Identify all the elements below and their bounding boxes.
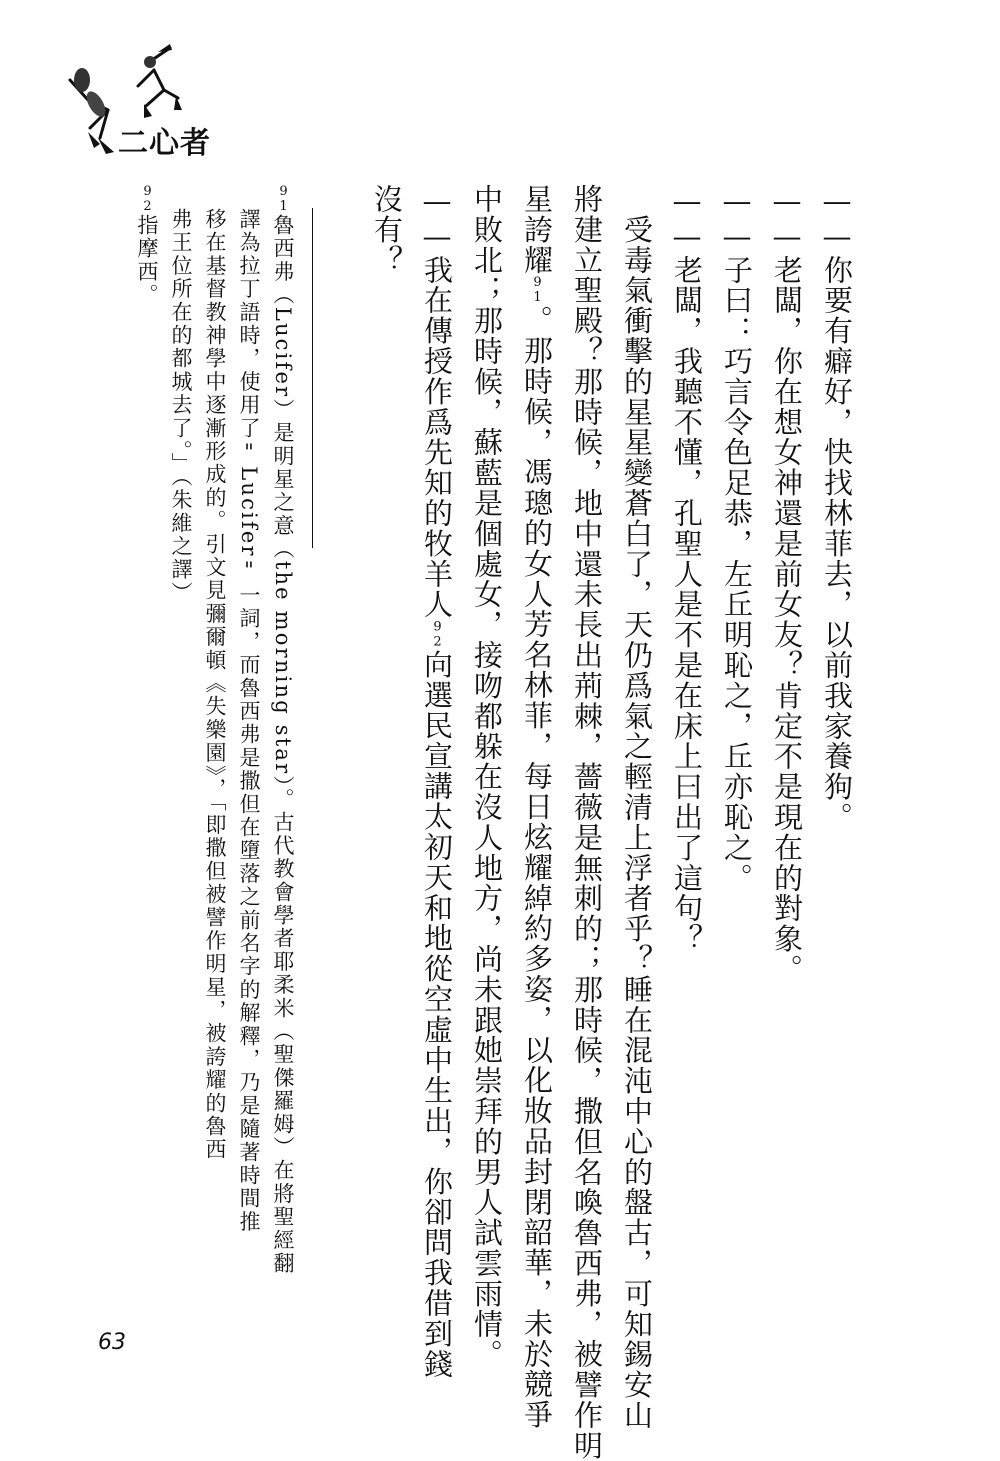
footnote-ref-92: 92 [430,619,445,650]
footnote-91-line-1 [272,184,293,1275]
footnote-ref-91: 91 [530,275,545,306]
footnote-divider [312,208,313,548]
text-segment: ——我在傳授作爲先知的牧羊人 [420,184,454,620]
page-number: 63 [98,1330,126,1355]
text-column-7 [520,184,554,1431]
footnote-91-line-2 [238,208,259,1234]
fn-latin: the morning star [271,560,295,776]
text-column-9 [420,184,454,1380]
text-column-1: ——你要有癖好，快找林菲去，以前我家養狗。 [820,184,854,833]
footnote-91-line-4: 弗王位所在的都城去了。」（朱維之譯） [169,208,193,605]
text-column-3: ——子曰：巧言令色足恭，左丘明恥之，丘亦恥之。 [720,184,754,894]
fn-text: "一詞，而魯西弗是撒但在墮落之前名字的解釋，乃是隨著時間推 [237,557,261,1234]
text-column-4: ——老闆，我聽不懂，孔聖人是不是在床上曰出了這句？ [670,184,704,954]
text-column-2: ——老闆，你在想女神還是前女友？肯定不是現在的對象。 [770,184,804,985]
footnote-mark: 91 [276,184,291,214]
fn-text: ）。古代教會學者耶柔米（聖傑羅姆）在將聖經翻 [271,775,295,1276]
logo-title: 二心者 [118,126,211,161]
text-column-10: 沒有？ [370,184,404,276]
fn-latin: Lucifer [271,306,295,399]
footnote-mark: 92 [140,184,155,214]
text-segment: 向選民宣講太初天和地從空虛中生出，你卻問我借到錢 [420,649,454,1380]
text-segment: 星誇耀 [520,184,554,276]
text-column-6: 將建立聖殿？那時候，地中還未長出荊棘，薔薇是無刺的；那時候，撒但名喚魯西弗，被譬作明 [570,184,604,1461]
text-column-5: 受毒氣衝擊的星星變蒼白了，天仍爲氣之輕清上浮者乎？睡在混沌中心的盤古，可知錫安山 [620,184,654,1431]
text-column-8: 中敗北；那時候，蘇藍是個處女，接吻都躲在沒人地方，尚未跟她崇拜的男人試雲雨情。 [470,184,504,1370]
fn-text: ）是明星之意（ [271,398,295,561]
fn-text: 譯為拉丁語時，使用了" [237,208,261,467]
fn-text: 指摩西。 [135,214,159,307]
fn-text: 魯西弗（ [271,214,295,307]
text-segment: 。那時候，馮璁的女人芳名林菲，每日炫耀綽約多姿，以化妝品封閉韶華，未於競爭 [520,305,554,1431]
footnote-91-line-3: 移在基督教神學中逐漸形成的。引文見彌爾頓《失樂園》，「即撒但被譬作明星，被誇耀的魯西 [203,208,227,1162]
fn-latin: Lucifer [237,466,261,558]
footnote-92 [136,184,157,307]
